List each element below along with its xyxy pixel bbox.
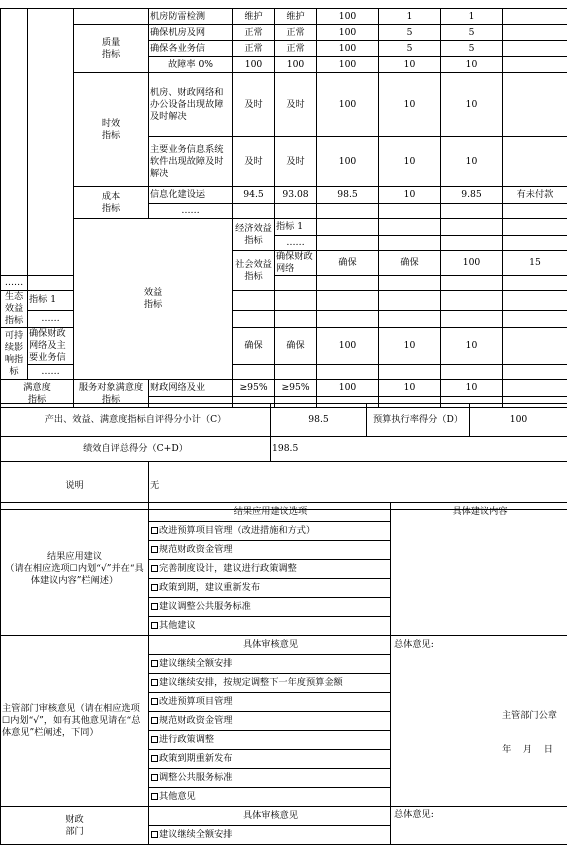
group-cell <box>1 9 28 276</box>
checkbox-icon[interactable] <box>151 774 158 781</box>
weight-value: 100 <box>317 25 379 41</box>
suggestion-label: 结果应用建议 （请在相应选项☐内划“√”并在“具体建议内容”栏阐述） <box>1 503 149 636</box>
score-value: 10 <box>379 380 441 397</box>
indicator-name: 财政网络及业 <box>149 380 233 397</box>
note-label: 说明 <box>1 462 149 510</box>
suggestion-option[interactable]: 建议调整公共服务标准 <box>149 597 390 616</box>
indicator-name: 确保各业务信 <box>149 41 233 57</box>
score-value: 15 <box>503 251 567 276</box>
table-row <box>1 25 567 41</box>
social-benefit-label: 社会效益指标 <box>233 251 275 291</box>
suggestion-row <box>1 503 567 636</box>
finance-overall-opinion <box>391 807 567 845</box>
total-score-value: 198.5 <box>271 437 567 462</box>
suggestion-option[interactable]: 完善制度设计，建议进行政策调整 <box>149 559 390 578</box>
finance-review-row <box>1 807 567 845</box>
suggestion-option[interactable]: 改进预算项目管理（改进措施和方式） <box>149 521 390 540</box>
finance-review-header: 具体审核意见 <box>149 807 390 825</box>
checkbox-icon[interactable] <box>151 793 158 800</box>
checkbox-icon[interactable] <box>151 603 158 610</box>
indicator-name: 主要业务信息系统软件出现故障及时解决 <box>149 137 233 187</box>
score-value: 10 <box>379 187 441 204</box>
dept-review-option[interactable]: 改进预算项目管理 <box>149 692 390 711</box>
table-row <box>1 380 567 397</box>
remark-value <box>503 41 567 57</box>
weight-value: 100 <box>317 41 379 57</box>
timeliness-indicator-label: 时效 指标 <box>74 73 149 187</box>
weight-value: 100 <box>317 9 379 25</box>
indicator-name: 确保财政网络 <box>275 251 317 276</box>
indicator-name: 故障率 0% <box>149 57 233 73</box>
budget-execution-label: 预算执行率得分（D） <box>367 404 470 437</box>
finance-review-options <box>149 807 391 845</box>
group-cell <box>28 9 74 276</box>
target-value: 94.5 <box>233 187 275 204</box>
dept-seal-label: 主管部门公章 <box>391 710 567 722</box>
suggestion-option[interactable]: 政策到期，建议重新发布 <box>149 578 390 597</box>
ellipsis-cell: …… <box>28 310 74 327</box>
actual-value: 正常 <box>275 41 317 57</box>
remark-value <box>503 137 567 187</box>
dept-review-option[interactable]: 进行政策调整 <box>149 730 390 749</box>
weight-value: 100 <box>317 380 379 397</box>
sub-indicator-cell <box>74 9 149 25</box>
weight-value: 98.5 <box>317 187 379 204</box>
score-value: 10 <box>441 328 503 365</box>
score-value: 10 <box>441 137 503 187</box>
indicator-name: 指标 1 <box>275 219 317 236</box>
dept-review-row <box>1 636 567 807</box>
actual-value: 正常 <box>275 25 317 41</box>
checkbox-icon[interactable] <box>151 546 158 553</box>
dept-review-option[interactable]: 建议继续全额安排 <box>149 654 390 673</box>
indicator-table <box>0 8 567 408</box>
checkbox-icon[interactable] <box>151 755 158 762</box>
target-value: 及时 <box>233 73 275 137</box>
ellipsis-cell: …… <box>1 276 28 291</box>
suggestion-content <box>391 503 567 636</box>
checkbox-icon[interactable] <box>151 679 158 686</box>
weight-value: 100 <box>317 328 379 365</box>
score-value: 5 <box>379 41 441 57</box>
actual-value: 93.08 <box>275 187 317 204</box>
indicator-name: 机房防雷检测 <box>149 9 233 25</box>
suggestion-option[interactable]: 其他建议 <box>149 616 390 635</box>
ellipsis-cell: …… <box>28 365 74 380</box>
score-value: 10 <box>441 57 503 73</box>
summary-table <box>0 403 567 510</box>
suggestion-options <box>149 503 391 636</box>
subtotal-row <box>1 404 567 437</box>
indicator-name: 确保机房及网 <box>149 25 233 41</box>
table-row <box>1 73 567 137</box>
indicator-name: 信息化建设运 <box>149 187 233 204</box>
score-value: 9.85 <box>441 187 503 204</box>
dept-review-header: 具体审核意见 <box>149 636 390 654</box>
score-value: 1 <box>441 9 503 25</box>
dept-review-option[interactable]: 其他意见 <box>149 787 390 806</box>
target-value: 100 <box>233 57 275 73</box>
target-value: 确保 <box>317 251 379 276</box>
benefit-indicator-label: 效益 指标 <box>74 219 233 380</box>
dept-overall-label: 总体意见: <box>391 636 567 654</box>
target-value: 及时 <box>233 137 275 187</box>
finance-review-option[interactable]: 建议继续全额安排 <box>149 825 390 844</box>
actual-value: 及时 <box>275 73 317 137</box>
subtotal-label: 产出、效益、满意度指标自评得分小计（C） <box>1 404 271 437</box>
finance-overall-label: 总体意见: <box>391 807 567 823</box>
table-row <box>1 187 567 204</box>
quality-indicator-label: 质量 指标 <box>74 25 149 73</box>
target-value: ≥95% <box>233 380 275 397</box>
dept-review-option[interactable]: 调整公共服务标准 <box>149 768 390 787</box>
actual-value: 及时 <box>275 137 317 187</box>
total-row <box>1 437 567 462</box>
dept-review-label: 主管部门审核意见（请在相应选项☐内划“√”，如有其他意见请在“总体意见”栏阐述，下同） <box>1 636 149 807</box>
budget-execution-value: 100 <box>470 404 567 437</box>
actual-value: 确保 <box>379 251 441 276</box>
checkbox-icon[interactable] <box>151 831 158 838</box>
actual-value: 维护 <box>275 9 317 25</box>
score-value: 5 <box>441 41 503 57</box>
weight-value: 100 <box>441 251 503 276</box>
score-value: 10 <box>441 73 503 137</box>
actual-value: 100 <box>275 57 317 73</box>
ellipsis-cell: …… <box>275 236 317 251</box>
ecological-benefit-label: 生态效益指标 <box>1 291 28 328</box>
dept-review-option[interactable]: 建议继续安排，按规定调整下一年度预算金额 <box>149 673 390 692</box>
table-row <box>1 9 567 25</box>
weight-value: 100 <box>317 73 379 137</box>
checkbox-icon[interactable] <box>151 717 158 724</box>
checkbox-icon[interactable] <box>151 584 158 591</box>
suggestion-content-header: 具体建议内容 <box>391 503 567 521</box>
satisfaction-indicator-label: 满意度 指标 <box>1 380 74 408</box>
sustainable-impact-label: 可持续影响指标 <box>1 328 28 380</box>
score-value: 10 <box>379 137 441 187</box>
table-row <box>1 219 567 236</box>
dept-review-option[interactable]: 规范财政资金管理 <box>149 711 390 730</box>
cost-indicator-label: 成本 指标 <box>74 187 149 219</box>
remark-value <box>503 25 567 41</box>
dept-date-label: 年 月 日 <box>391 744 567 756</box>
checkbox-icon[interactable] <box>151 660 158 667</box>
checkbox-icon[interactable] <box>151 622 158 629</box>
economic-benefit-label: 经济效益指标 <box>233 219 275 251</box>
score-value: 10 <box>379 57 441 73</box>
checkbox-icon[interactable] <box>151 736 158 743</box>
review-table <box>0 502 567 845</box>
target-value: 正常 <box>233 25 275 41</box>
ellipsis-cell: …… <box>149 204 233 219</box>
score-value: 10 <box>379 73 441 137</box>
weight-value: 100 <box>317 137 379 187</box>
remark-value <box>503 9 567 25</box>
indicator-name: 机房、财政网络和办公设备出现故障及时解决 <box>149 73 233 137</box>
indicator-name: 指标 1 <box>28 291 74 311</box>
checkbox-icon[interactable] <box>151 527 158 534</box>
checkbox-icon[interactable] <box>151 565 158 572</box>
checkbox-icon[interactable] <box>151 698 158 705</box>
finance-review-label: 财政 部门 <box>1 807 149 845</box>
score-value: 5 <box>441 25 503 41</box>
suggestion-options-header: 结果应用建议选项 <box>149 503 390 521</box>
suggestion-option[interactable]: 规范财政资金管理 <box>149 540 390 559</box>
actual-value: 确保 <box>275 328 317 365</box>
score-value: 1 <box>379 9 441 25</box>
target-value: 正常 <box>233 41 275 57</box>
target-value: 维护 <box>233 9 275 25</box>
score-value: 5 <box>379 25 441 41</box>
service-satisfaction-label: 服务对象满意度指标 <box>74 380 149 408</box>
score-value: 10 <box>379 328 441 365</box>
total-score-label: 绩效自评总得分（C+D） <box>1 437 271 462</box>
dept-overall-opinion <box>391 636 567 807</box>
score-value: 10 <box>441 380 503 397</box>
dept-review-option[interactable]: 政策到期重新发布 <box>149 749 390 768</box>
subtotal-value: 98.5 <box>271 404 367 437</box>
dept-review-options <box>149 636 391 807</box>
indicator-name: 确保财政网络及主要业务信 <box>28 328 74 365</box>
actual-value: ≥95% <box>275 380 317 397</box>
weight-value: 100 <box>317 57 379 73</box>
note-value: 无 <box>149 462 567 510</box>
remark-value: 有未付款 <box>503 187 567 204</box>
target-value: 确保 <box>233 328 275 365</box>
remark-value <box>503 73 567 137</box>
remark-value <box>503 57 567 73</box>
